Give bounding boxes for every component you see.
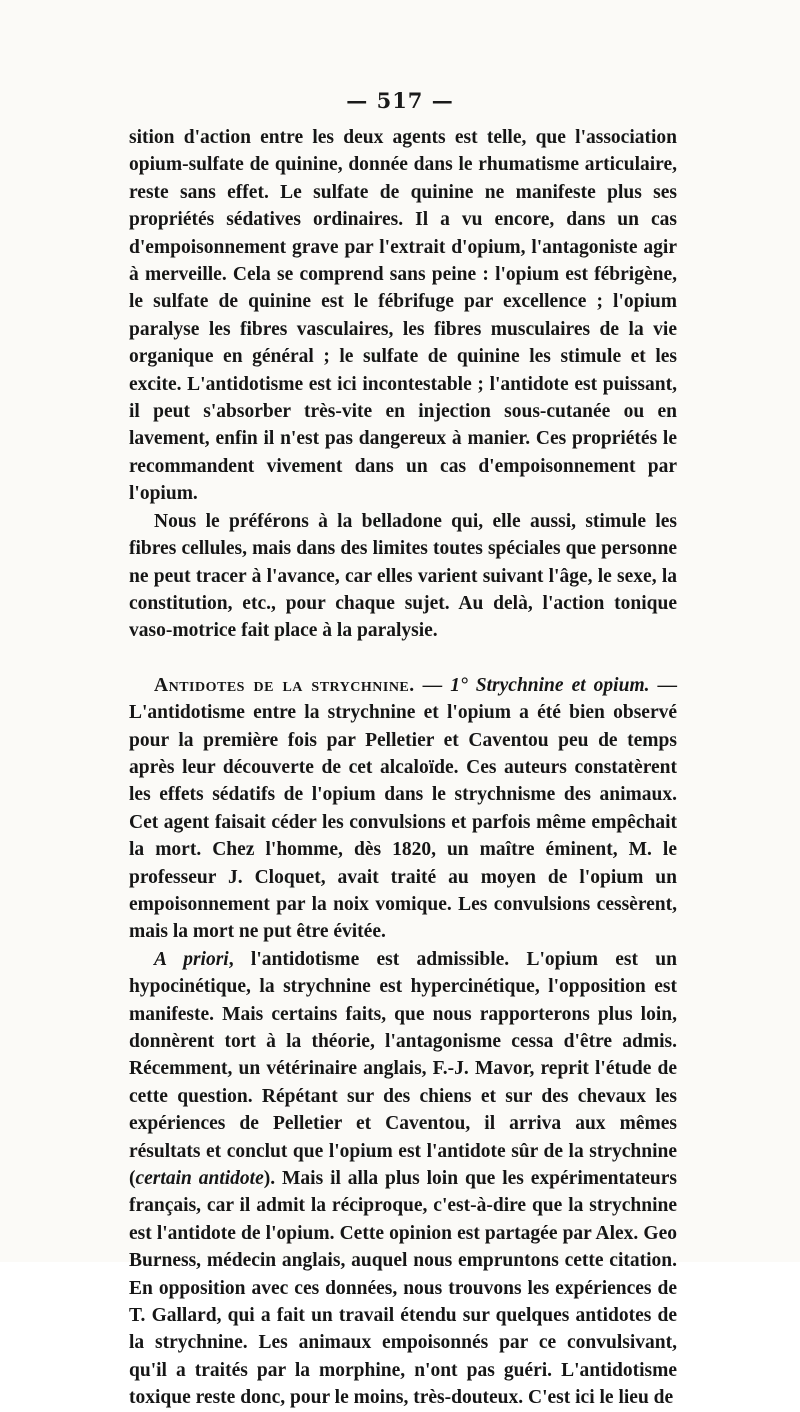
paragraph-4-lead: A priori xyxy=(154,948,229,970)
heading-dash: — xyxy=(414,674,451,696)
section-heading: Antidotes de la strychnine. xyxy=(154,674,415,696)
body-text xyxy=(129,124,677,1412)
paragraph-3 xyxy=(129,672,677,946)
paragraph-2: Nous le préférons à la belladone qui, elle aussi, stimule les fibres cellules, mais dans des limites toutes spéciales que personne ne peut tracer à l'avance, car elles varient suivant l'âge, le sexe, la constitution, etc., pour chaque sujet. Au delà, l'action tonique vaso-motrice fait place à la paralysie. xyxy=(129,510,677,642)
paragraph-4-text: , l'antidotisme est admissible. L'opium est un hypocinétique, la strychnine est hypercinétique, l'opposition est manifeste. Mais certains faits, que nous rapporterons plus loin, donnèrent tort à la théorie, l'antagonisme cessa d'être admis. Récemment, un vétérinaire anglais, F.-J. Mavor, reprit l'étude de cette question. Répétant sur des chiens et sur des chevaux les expériences de Pelletier et Caventou, il arriva aux mêmes résultats et conclut que l'opium est l'antidote sûr de la strychnine ( xyxy=(129,948,677,1190)
section-subheading: 1° Strychnine et opium. xyxy=(450,674,650,696)
paragraph-4 xyxy=(129,946,677,1412)
paragraph-3-text: — L'antidotisme entre la strychnine et l'opium a été bien observé pour la première fois par Pelletier et Caventou peu de temps après leur découverte de cet alcaloïde. Ces auteurs constatèrent les effets sédatifs de l'opium dans le strychnisme des animaux. Cet agent faisait céder les convulsions et parfois même empêchait la mort. Chez l'homme, dès 1820, un maître éminent, M. le professeur J. Cloquet, avait traité au moyen de l'opium un empoisonnement par la noix vomique. Les convulsions cessèrent, mais la mort ne put être évitée. xyxy=(129,674,678,943)
section-gap xyxy=(129,645,677,672)
paragraph-4-text-after: ). Mais il alla plus loin que les expérimentateurs français, car il admit la réciproque, c'est-à-dire que la strychnine est l'antidote de l'opium. Cette opinion est partagée par Alex. Geo Burness, médecin anglais, auquel nous empruntons cette citation. En opposition avec ces données, nous trouvons les expériences de T. Gallard, qui a fait un travail étendu sur quelques antidotes de la strychnine. Les animaux empoisonnés par ce convulsivant, qu'il a traités par la morphine, n'ont pas guéri. L'antidotisme toxique reste donc, pour le moins, très-douteux. C'est ici le lieu de xyxy=(129,1168,677,1409)
paragraph-4-italic: certain antidote xyxy=(135,1168,264,1190)
page-number: — 517 — xyxy=(346,88,454,113)
paragraph-1: sition d'action entre les deux agents est telle, que l'association opium-sulfate de quinine, donnée dans le rhumatisme articulaire, reste sans effet. Le sulfate de quinine ne manifeste plus ses propriétés sédatives ordinaires. Il a vu encore, dans un cas d'empoisonnement grave par l'extrait d'opium, l'antagoniste agir à merveille. Cela se comprend sans peine : l'opium est fébrigène, le sulfate de quinine est le fébrifuge par excellence ; l'opium paralyse les fibres vasculaires, les fibres musculaires de la vie organique en général ; le sulfate de quinine les stimule et les excite. L'antidotisme est ici incontestable ; l'antidote est puissant, il peut s'absorber très-vite en injection sous-cutanée ou en lavement, enfin il n'est pas dangereux à manier. Ces propriétés le recommandent vivement dans un cas d'empoisonnement par l'opium. xyxy=(129,127,677,505)
